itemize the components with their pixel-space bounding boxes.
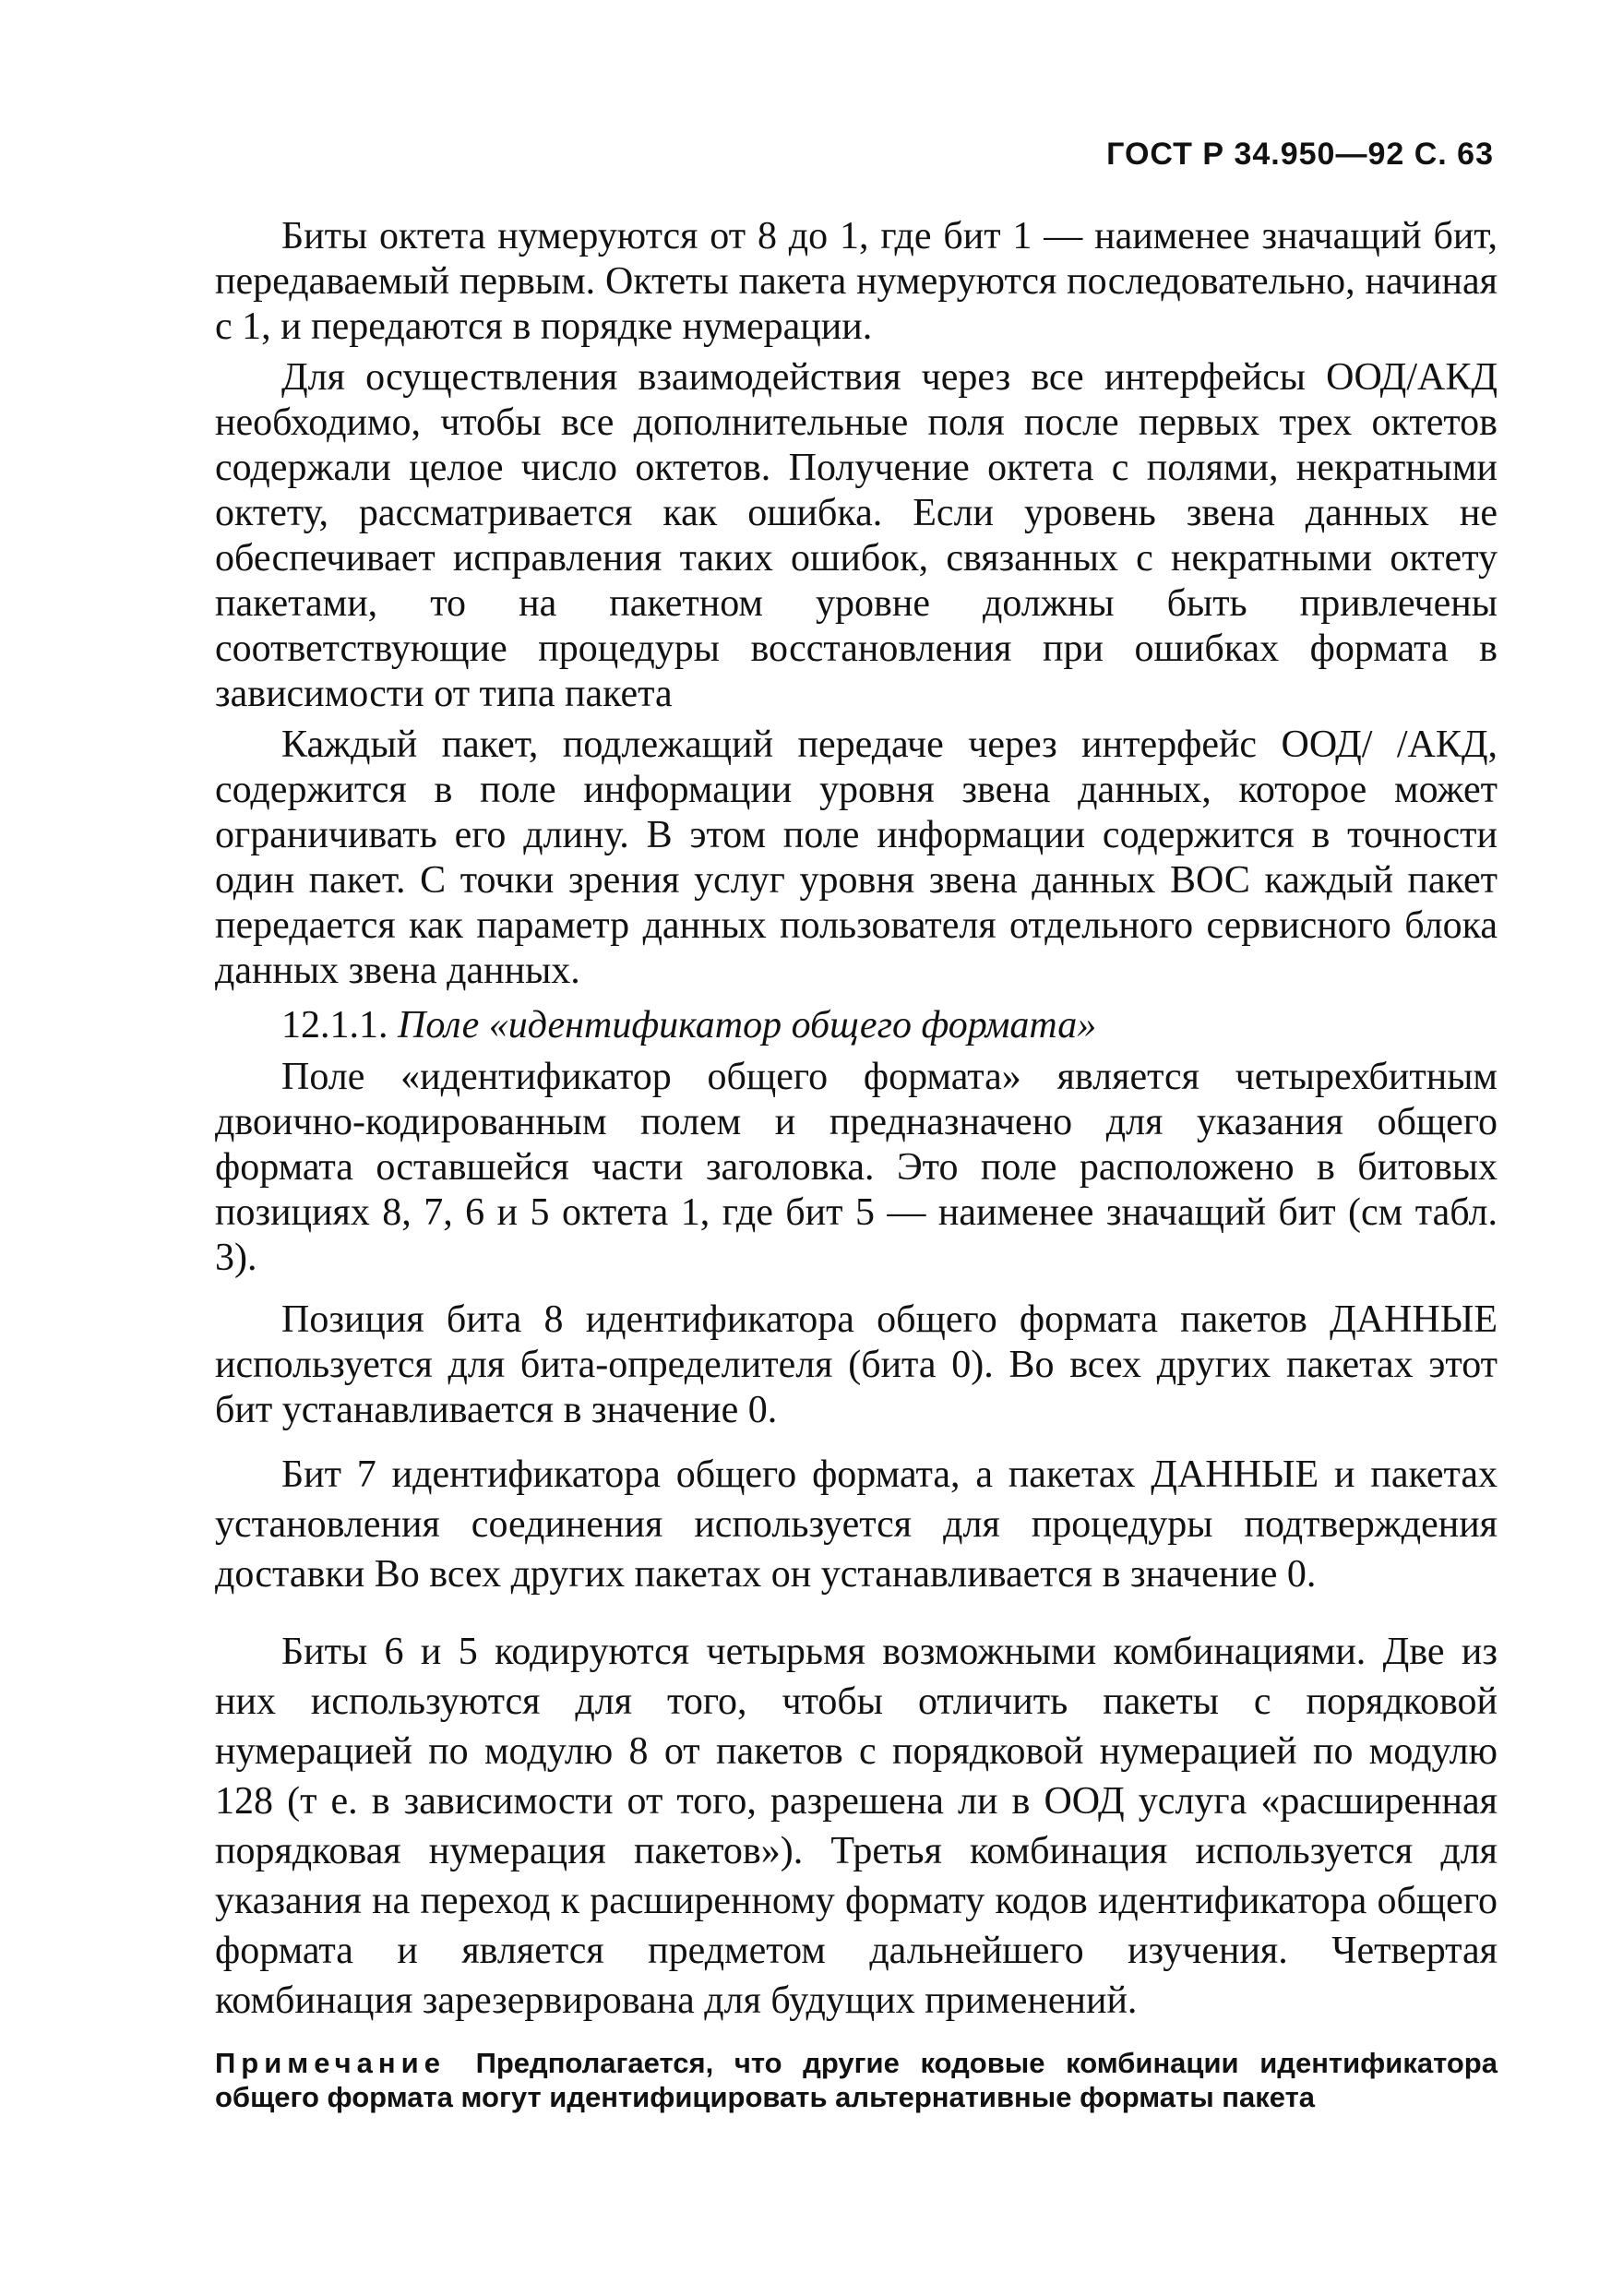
section-title: Поле «идентификатор общего формата» xyxy=(398,1004,1097,1046)
paragraph-bit-7: Бит 7 идентификатора общего формата, а пакетах ДАННЫЕ и пакетах установления соединения используется для процедуры подтверждения доставки Во всех других пакетах он устанавливается в значение 0. xyxy=(215,1453,1498,1596)
body-text xyxy=(215,214,1498,2114)
paragraph-bit-8: Позиция бита 8 идентификатора общего формата пакетов ДАННЫЕ используется для бита-определителя (бита 0). Во всех других пакетах этот бит устанавливается в значение 0. xyxy=(215,1298,1498,1431)
paragraph-bit-numbering: Биты октета нумеруются от 8 до 1, где бит 1 — наименее значащий бит, передаваемый первым. Октеты пакета нумеруются последовательно, начиная с 1, и передаются в порядке нумерации. xyxy=(215,215,1498,348)
section-heading xyxy=(215,1001,1498,1049)
note-text: Предполагается, что другие кодовые комбинации идентификатора общего формата могут идентифицировать альтернативные форматы пакета xyxy=(215,2047,1498,2113)
paragraph-bits-6-5: Биты 6 и 5 кодируются четырьмя возможными комбинациями. Две из них используются для того, чтобы отличить пакеты с порядковой нумерацией по модулю 8 от пакетов с порядковой нумерацией по модулю 128 (т е. в зависимости от того, разрешена ли в ООД услуга «расширенная порядковая нумерация пакетов»). Третья комбинация используется для указания на переход к расширенному формату кодов идентификатора общего формата и является предметом дальнейшего изучения. Четвертая комбинация зарезервирована для будущих применений. xyxy=(215,1631,1498,2022)
section-number: 12.1.1. xyxy=(281,1004,388,1046)
paragraph-gfi-field: Поле «идентификатор общего формата» является четырехбитным двоично-кодированным полем и предназначено для указания общего формата оставшейся части заголовка. Это поле расположено в битовых позициях 8, 7, 6 и 5 октета 1, где бит 5 — наименее значащий бит (см табл. 3). xyxy=(215,1056,1498,1279)
note-label: Примечание xyxy=(215,2047,446,2079)
note-block xyxy=(215,2046,1498,2114)
paragraph-interworking: Для осуществления взаимодействия через все интерфейсы ООД/АКД необходимо, чтобы все дополнительные поля после первых трех октетов содержали целое число октетов. Получение октета с полями, некратными октету, рассматривается как ошибка. Если уровень звена данных не обеспечивает исправления таких ошибок, связанных с некратными октету пакетами, то на пакетном уровне должны быть привлечены соответствующие процедуры восстановления при ошибках формата в зависимости от типа пакета xyxy=(215,356,1498,715)
paragraph-packet-transfer: Каждый пакет, подлежащий передаче через интерфейс ООД/ /АКД, содержится в поле информации уровня звена данных, которое может ограничивать его длину. В этом поле информации содержится в точности один пакет. С точки зрения услуг уровня звена данных ВОС каждый пакет передается как параметр данных пользователя отдельного сервисного блока данных звена данных. xyxy=(215,723,1498,992)
running-header: ГОСТ Р 34.950—92 С. 63 xyxy=(1106,137,1494,172)
